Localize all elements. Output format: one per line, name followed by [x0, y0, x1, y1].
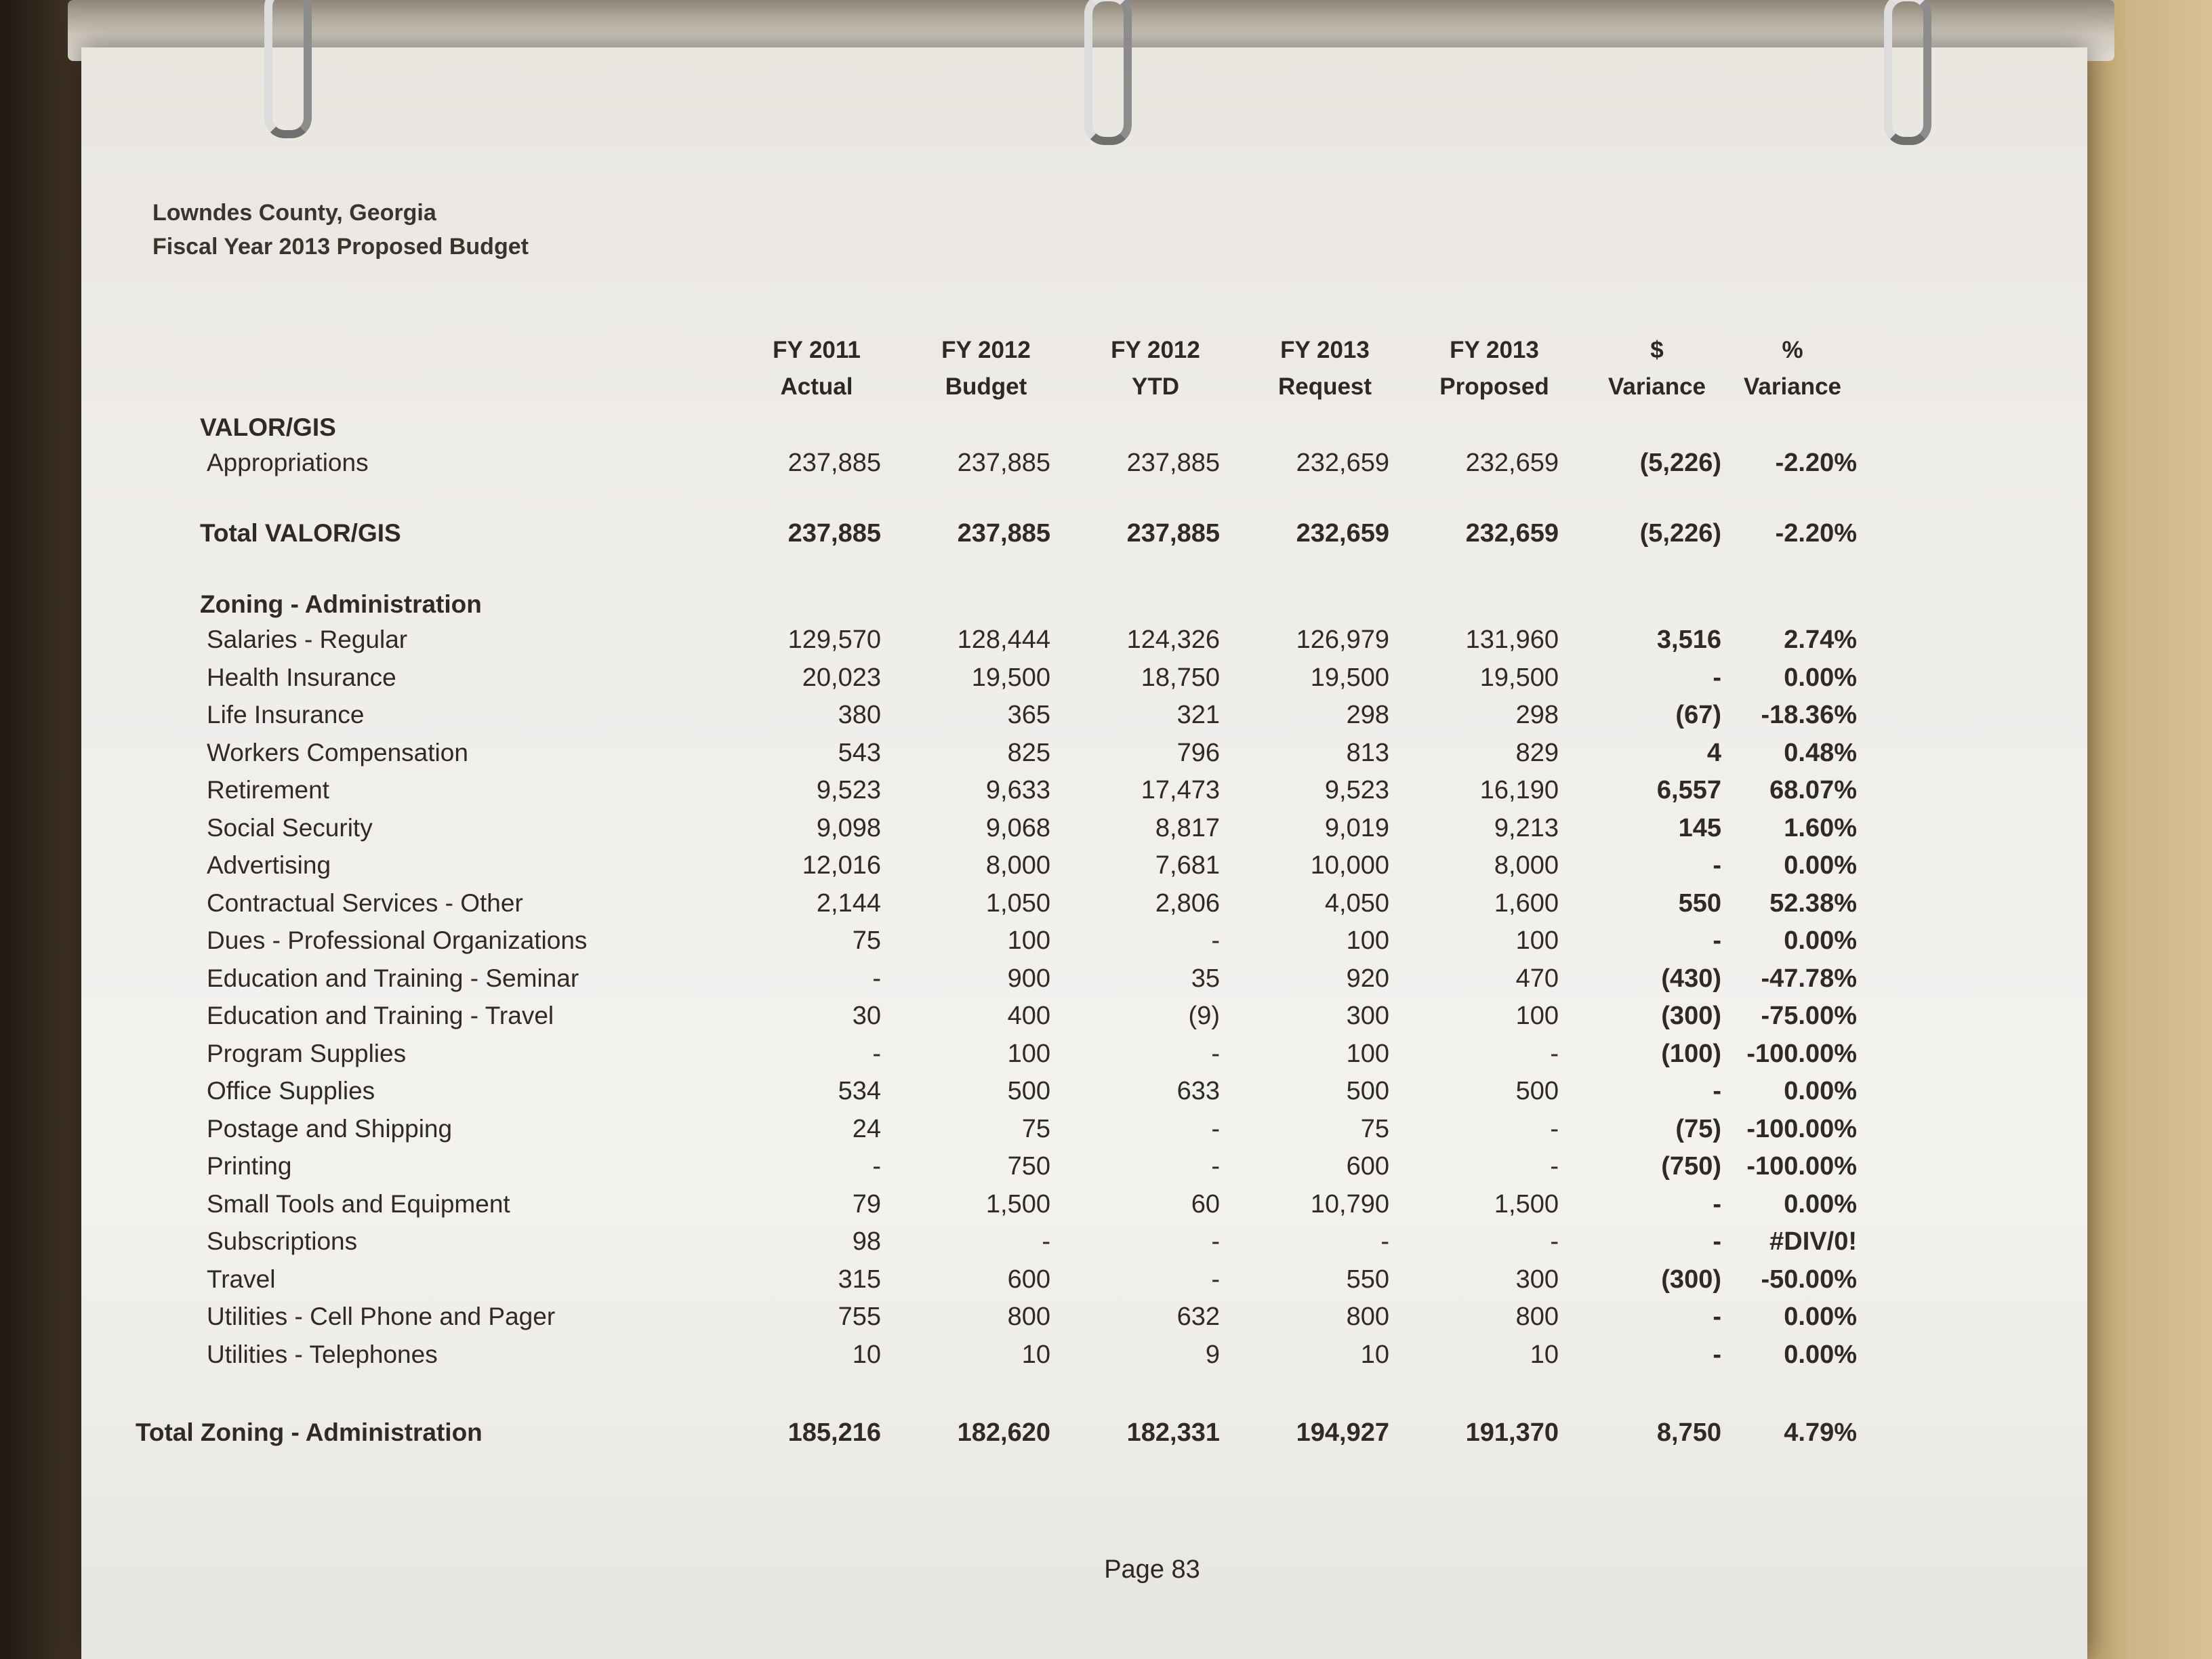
- budget-page: [81, 47, 2087, 1659]
- row-value: 182,620: [957, 1418, 1050, 1447]
- row-value: 237,885: [787, 449, 881, 477]
- row-value: -75.00%: [1761, 1002, 1857, 1030]
- table-row: [81, 964, 2087, 1004]
- column-header-line1: FY 2013: [1280, 337, 1370, 363]
- row-value: 100: [1515, 926, 1559, 955]
- row-value: 100: [1346, 1039, 1389, 1068]
- column-header: [908, 332, 1064, 405]
- column-header-line2: Proposed: [1439, 373, 1549, 400]
- table-row: [81, 851, 2087, 890]
- row-value: 10: [1021, 1340, 1050, 1369]
- row-value: 1,500: [985, 1189, 1050, 1218]
- row-value: -: [1713, 1077, 1721, 1105]
- row-value: -: [1550, 1227, 1559, 1256]
- table-row: [81, 663, 2087, 703]
- row-value: 1.60%: [1784, 813, 1857, 842]
- row-value: 3,516: [1656, 626, 1721, 654]
- row-value: 380: [838, 701, 881, 729]
- row-value: -: [1713, 663, 1721, 692]
- table-row: [81, 1265, 2087, 1305]
- row-value: 632: [1176, 1303, 1220, 1331]
- row-value: 124,326: [1126, 626, 1220, 654]
- row-value: 9,098: [816, 813, 881, 842]
- table-row: [81, 1152, 2087, 1191]
- row-value: 191,370: [1465, 1418, 1559, 1447]
- row-value: 300: [1515, 1265, 1559, 1294]
- row-label: Total Zoning - Administration: [136, 1418, 483, 1446]
- row-value: 232,659: [1296, 519, 1389, 548]
- row-value: 100: [1515, 1002, 1559, 1030]
- row-value: 4,050: [1324, 888, 1389, 918]
- table-row: [81, 889, 2087, 928]
- row-value: 300: [1346, 1002, 1389, 1030]
- row-value: 534: [838, 1077, 881, 1105]
- row-value: 9,019: [1324, 813, 1389, 842]
- row-value: 920: [1346, 964, 1389, 993]
- row-value: 0.00%: [1784, 1340, 1857, 1369]
- row-value: 10,790: [1310, 1189, 1389, 1218]
- row-value: 365: [1007, 701, 1050, 729]
- row-label: Postage and Shipping: [207, 1114, 453, 1143]
- row-value: 10: [1360, 1340, 1389, 1369]
- row-value: 755: [838, 1303, 881, 1331]
- row-value: -: [872, 964, 881, 993]
- row-value: -100.00%: [1746, 1152, 1857, 1181]
- row-value: 10,000: [1310, 851, 1389, 880]
- row-value: -: [1713, 1189, 1721, 1218]
- row-value: (430): [1661, 964, 1721, 993]
- row-value: 6,557: [1656, 776, 1721, 804]
- row-value: 0.48%: [1784, 738, 1857, 767]
- column-header-line2: Budget: [945, 373, 1027, 400]
- row-value: 9,213: [1494, 813, 1559, 842]
- row-value: 129,570: [787, 626, 881, 654]
- row-value: 500: [1515, 1077, 1559, 1105]
- row-value: 24: [852, 1114, 881, 1143]
- row-value: 550: [1678, 888, 1721, 918]
- row-label: Social Security: [207, 813, 373, 842]
- table-row: [81, 1115, 2087, 1154]
- binder-ring-middle: [1084, 0, 1132, 145]
- section-heading: [81, 590, 2087, 630]
- table-row: [81, 1002, 2087, 1041]
- binder-ring-right: [1884, 0, 1931, 145]
- total-row: [81, 519, 2087, 558]
- row-value: 800: [1007, 1303, 1050, 1331]
- column-header: [1579, 332, 1735, 405]
- row-value: 900: [1007, 964, 1050, 993]
- row-value: -: [1713, 926, 1721, 955]
- column-header: [1078, 332, 1233, 405]
- row-label: Zoning - Administration: [200, 590, 482, 618]
- row-value: 237,885: [1126, 449, 1220, 477]
- row-value: -: [1211, 926, 1220, 955]
- row-value: -: [1713, 1227, 1721, 1256]
- column-header-line1: FY 2012: [941, 337, 1031, 363]
- row-value: 185,216: [787, 1418, 881, 1447]
- row-value: 9,633: [985, 776, 1050, 804]
- row-value: 4: [1706, 738, 1721, 767]
- row-value: -: [1713, 1303, 1721, 1331]
- row-value: -: [1550, 1114, 1559, 1143]
- row-value: 829: [1515, 738, 1559, 767]
- table-row: [81, 701, 2087, 740]
- row-value: 0.00%: [1784, 1303, 1857, 1331]
- row-value: -18.36%: [1761, 701, 1857, 729]
- row-value: -50.00%: [1761, 1265, 1857, 1294]
- row-value: -2.20%: [1775, 519, 1857, 548]
- row-value: 400: [1007, 1002, 1050, 1030]
- row-value: 321: [1176, 701, 1220, 729]
- row-value: 100: [1007, 1039, 1050, 1068]
- row-value: 0.00%: [1784, 1077, 1857, 1105]
- row-value: 30: [852, 1002, 881, 1030]
- row-value: 0.00%: [1784, 663, 1857, 692]
- row-value: 0.00%: [1784, 1189, 1857, 1218]
- row-value: 2.74%: [1784, 626, 1857, 654]
- row-label: Dues - Professional Organizations: [207, 926, 588, 954]
- row-label: Appropriations: [207, 449, 369, 476]
- row-value: -: [1211, 1114, 1220, 1143]
- row-value: 550: [1346, 1265, 1389, 1294]
- row-value: 800: [1515, 1303, 1559, 1331]
- row-value: 128,444: [957, 626, 1050, 654]
- row-label: Education and Training - Seminar: [207, 964, 579, 992]
- row-value: 1,050: [985, 888, 1050, 918]
- row-value: 35: [1191, 964, 1220, 993]
- row-value: 800: [1346, 1303, 1389, 1331]
- row-value: 75: [1360, 1114, 1389, 1143]
- table-row: [81, 626, 2087, 665]
- desk-background-right: [2074, 0, 2212, 1659]
- report-title: Fiscal Year 2013 Proposed Budget: [152, 234, 529, 260]
- row-value: 600: [1346, 1152, 1389, 1181]
- row-value: -100.00%: [1746, 1114, 1857, 1143]
- row-value: 145: [1678, 813, 1721, 842]
- row-value: 2,144: [816, 888, 881, 918]
- binder-ring-left: [264, 0, 312, 138]
- row-value: 237,885: [957, 519, 1050, 548]
- column-header-line1: $: [1650, 337, 1664, 363]
- row-value: #DIV/0!: [1769, 1227, 1857, 1256]
- row-value: 8,750: [1656, 1418, 1721, 1447]
- row-value: -2.20%: [1775, 449, 1857, 477]
- table-row: [81, 449, 2087, 488]
- row-label: Printing: [207, 1152, 292, 1180]
- row-value: (100): [1661, 1039, 1721, 1068]
- row-value: 75: [1021, 1114, 1050, 1143]
- row-value: 20,023: [802, 663, 881, 692]
- column-header-line2: YTD: [1132, 373, 1179, 400]
- row-value: 4.79%: [1784, 1418, 1857, 1447]
- table-row: [81, 1190, 2087, 1229]
- row-value: (750): [1661, 1152, 1721, 1181]
- column-header: [1416, 332, 1572, 405]
- row-label: Workers Compensation: [207, 738, 468, 766]
- column-header-line1: FY 2013: [1450, 337, 1539, 363]
- row-value: 79: [852, 1189, 881, 1218]
- row-value: 18,750: [1141, 663, 1220, 692]
- row-value: 12,016: [802, 851, 881, 880]
- table-row: [81, 739, 2087, 778]
- row-value: (5,226): [1639, 519, 1721, 548]
- table-row: [81, 776, 2087, 815]
- row-label: Utilities - Telephones: [207, 1340, 438, 1368]
- row-value: 470: [1515, 964, 1559, 993]
- page-number: Page 83: [1104, 1555, 1200, 1584]
- row-value: 237,885: [787, 519, 881, 548]
- table-row: [81, 926, 2087, 966]
- row-label: Total VALOR/GIS: [200, 519, 401, 547]
- row-value: 17,473: [1141, 776, 1220, 804]
- row-value: 8,817: [1155, 813, 1220, 842]
- column-header-line1: FY 2012: [1111, 337, 1200, 363]
- row-value: 813: [1346, 738, 1389, 767]
- row-value: -: [872, 1039, 881, 1068]
- row-value: 9,523: [1324, 776, 1389, 804]
- row-value: 825: [1007, 738, 1050, 767]
- row-value: -: [1211, 1227, 1220, 1256]
- row-value: -: [1550, 1039, 1559, 1068]
- row-value: 9: [1205, 1340, 1220, 1369]
- row-value: 237,885: [1126, 519, 1220, 548]
- row-value: 9,068: [985, 813, 1050, 842]
- row-value: 500: [1346, 1077, 1389, 1105]
- row-value: 298: [1515, 701, 1559, 729]
- row-value: 19,500: [1310, 663, 1389, 692]
- row-value: 8,000: [985, 851, 1050, 880]
- row-value: 68.07%: [1769, 776, 1857, 804]
- row-value: 8,000: [1494, 851, 1559, 880]
- row-value: 750: [1007, 1152, 1050, 1181]
- row-value: 500: [1007, 1077, 1050, 1105]
- row-value: 633: [1176, 1077, 1220, 1105]
- row-label: Health Insurance: [207, 663, 396, 691]
- row-value: -: [872, 1152, 881, 1181]
- row-value: 2,806: [1155, 888, 1220, 918]
- column-header: [739, 332, 895, 405]
- row-value: 232,659: [1465, 519, 1559, 548]
- row-value: 100: [1007, 926, 1050, 955]
- row-value: (75): [1675, 1114, 1721, 1143]
- row-label: Education and Training - Travel: [207, 1002, 554, 1029]
- row-label: Retirement: [207, 776, 329, 804]
- table-row: [81, 1340, 2087, 1380]
- row-value: -: [1211, 1265, 1220, 1294]
- row-value: 232,659: [1296, 449, 1389, 477]
- column-header-line2: Variance: [1744, 373, 1841, 400]
- row-value: -: [1042, 1227, 1050, 1256]
- row-value: -: [1713, 1340, 1721, 1369]
- budget-document: [81, 47, 2087, 1659]
- total-row: [81, 1418, 2087, 1458]
- row-value: 9,523: [816, 776, 881, 804]
- row-value: 16,190: [1479, 776, 1559, 804]
- row-value: -: [1550, 1152, 1559, 1181]
- row-value: 19,500: [971, 663, 1050, 692]
- column-header-line1: %: [1782, 337, 1803, 363]
- row-value: 543: [838, 738, 881, 767]
- row-label: Subscriptions: [207, 1227, 358, 1255]
- row-value: 10: [852, 1340, 881, 1369]
- row-label: Travel: [207, 1265, 276, 1293]
- row-label: Contractual Services - Other: [207, 888, 523, 917]
- row-value: (300): [1661, 1265, 1721, 1294]
- row-value: -: [1713, 851, 1721, 880]
- row-value: 126,979: [1296, 626, 1389, 654]
- section-heading: [81, 413, 2087, 453]
- row-value: (67): [1675, 701, 1721, 729]
- row-value: 131,960: [1465, 626, 1559, 654]
- row-value: 298: [1346, 701, 1389, 729]
- row-label: Program Supplies: [207, 1039, 407, 1067]
- row-value: 19,500: [1479, 663, 1559, 692]
- org-name: Lowndes County, Georgia: [152, 200, 436, 226]
- row-value: 60: [1191, 1189, 1220, 1218]
- column-header-line1: FY 2011: [773, 337, 861, 363]
- row-value: 75: [852, 926, 881, 955]
- row-value: 600: [1007, 1265, 1050, 1294]
- column-header-line2: Variance: [1608, 373, 1706, 400]
- column-header-line2: Actual: [780, 373, 853, 400]
- row-value: 194,927: [1296, 1418, 1389, 1447]
- column-header: [1715, 332, 1870, 405]
- row-value: (5,226): [1639, 449, 1721, 477]
- desk-background-left: [0, 0, 95, 1659]
- row-label: Small Tools and Equipment: [207, 1189, 510, 1218]
- row-value: 98: [852, 1227, 881, 1256]
- table-row: [81, 1077, 2087, 1116]
- table-row: [81, 1227, 2087, 1267]
- row-label: Salaries - Regular: [207, 626, 408, 653]
- column-header-line2: Request: [1277, 373, 1372, 400]
- row-value: -100.00%: [1746, 1039, 1857, 1068]
- row-value: 232,659: [1465, 449, 1559, 477]
- row-value: -: [1380, 1227, 1389, 1256]
- row-value: 237,885: [957, 449, 1050, 477]
- row-value: 0.00%: [1784, 926, 1857, 955]
- row-value: 52.38%: [1769, 888, 1857, 918]
- row-value: 100: [1346, 926, 1389, 955]
- row-value: (300): [1661, 1002, 1721, 1030]
- row-label: Utilities - Cell Phone and Pager: [207, 1303, 556, 1330]
- row-label: Advertising: [207, 851, 331, 879]
- row-value: 182,331: [1126, 1418, 1220, 1447]
- row-value: 315: [838, 1265, 881, 1294]
- row-value: 7,681: [1155, 851, 1220, 880]
- row-value: 1,500: [1494, 1189, 1559, 1218]
- table-row: [81, 814, 2087, 853]
- row-label: VALOR/GIS: [200, 413, 336, 441]
- row-value: -: [1211, 1152, 1220, 1181]
- row-value: -: [1211, 1039, 1220, 1068]
- row-value: (9): [1188, 1002, 1220, 1030]
- row-value: 0.00%: [1784, 851, 1857, 880]
- row-label: Office Supplies: [207, 1077, 375, 1105]
- column-header: [1247, 332, 1403, 405]
- row-label: Life Insurance: [207, 701, 365, 729]
- row-value: 1,600: [1494, 888, 1559, 918]
- row-value: -47.78%: [1761, 964, 1857, 993]
- row-value: 796: [1176, 738, 1220, 767]
- table-row: [81, 1303, 2087, 1342]
- row-value: 10: [1530, 1340, 1559, 1369]
- table-row: [81, 1040, 2087, 1079]
